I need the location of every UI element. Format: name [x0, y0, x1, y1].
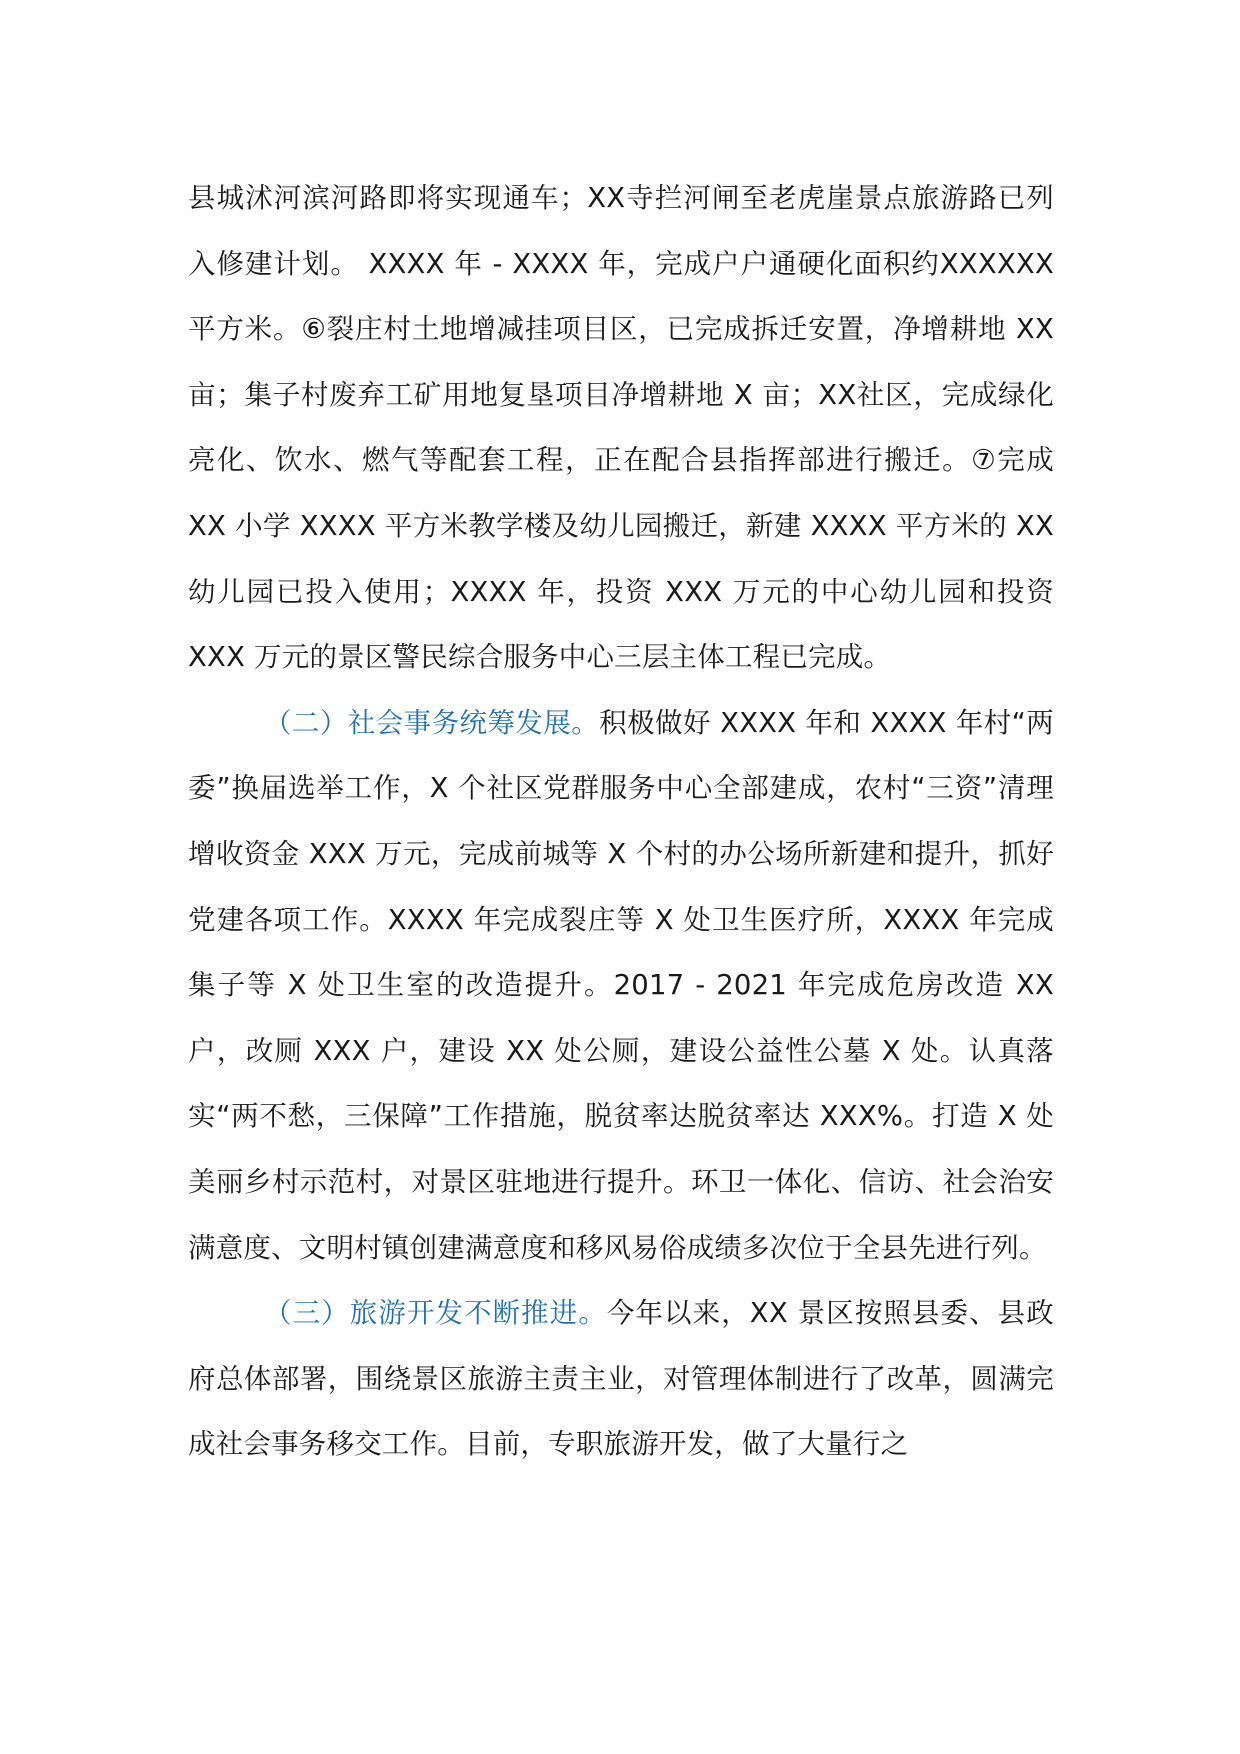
paragraph-1-body: 县城沭河滨河路即将实现通车；XX寺拦河闸至老虎崖景点旅游路已列入修建计划。 XXXX 年 - XXXX 年，完成户户通硬化面积约XXXXXX平方米。⑥裂庄村土地增减挂项目区，已完成拆迁安置，净增耕地 XX 亩；集子村废弃工矿用地复垦项目净增耕地 X 亩；XX社区，完成绿化亮化、饮水、燃气等配套工程，正在配合县指挥部进行搬迁。⑦完成 XX 小学 XXXX 平方米教学楼及幼儿园搬迁，新建 XXXX 平方米的 XX 幼儿园已投入使用；XXXX 年，投资 XXX 万元的中心幼儿园和投资 XXX 万元的景区警民综合服务中心三层主体工程已完成。 [188, 182, 1054, 674]
section-heading-3: （三）旅游开发不断推进。 [264, 1297, 607, 1330]
document-page [188, 166, 1054, 1478]
paragraph-1 [188, 166, 1054, 691]
section-heading-2: （二）社会事务统筹发展。 [264, 706, 600, 739]
paragraph-3-body: 今年以来，XX 景区按照县委、县政府总体部署，围绕景区旅游主责主业，对管理体制进行了改革，圆满完成社会事务移交工作。目前，专职旅游开发，做了大量行之 [188, 1297, 1054, 1461]
paragraph-2 [188, 691, 1054, 1281]
paragraph-2-body: 积极做好 XXXX 年和 XXXX 年村“两委”换届选举工作，X 个社区党群服务中心全部建成，农村“三资”清理增收资金 XXX 万元，完成前城等 X 个村的办公场所新建和提升，抓好党建各项工作。XXXX 年完成裂庄等 X 处卫生医疗所，XXXX 年完成集子等 X 处卫生室的改造提升。2017 - 2021 年完成危房改造 XX 户，改厕 XXX 户，建设 XX 处公厕，建设公益性公墓 X 处。认真落实“两不愁，三保障”工作措施，脱贫率达脱贫率达 XXX%。打造 X 处美丽乡村示范村，对景区驻地进行提升。环卫一体化、信访、社会治安满意度、文明村镇创建满意度和移风易俗成绩多次位于全县先进行列。 [188, 706, 1054, 1264]
paragraph-3 [188, 1281, 1054, 1478]
